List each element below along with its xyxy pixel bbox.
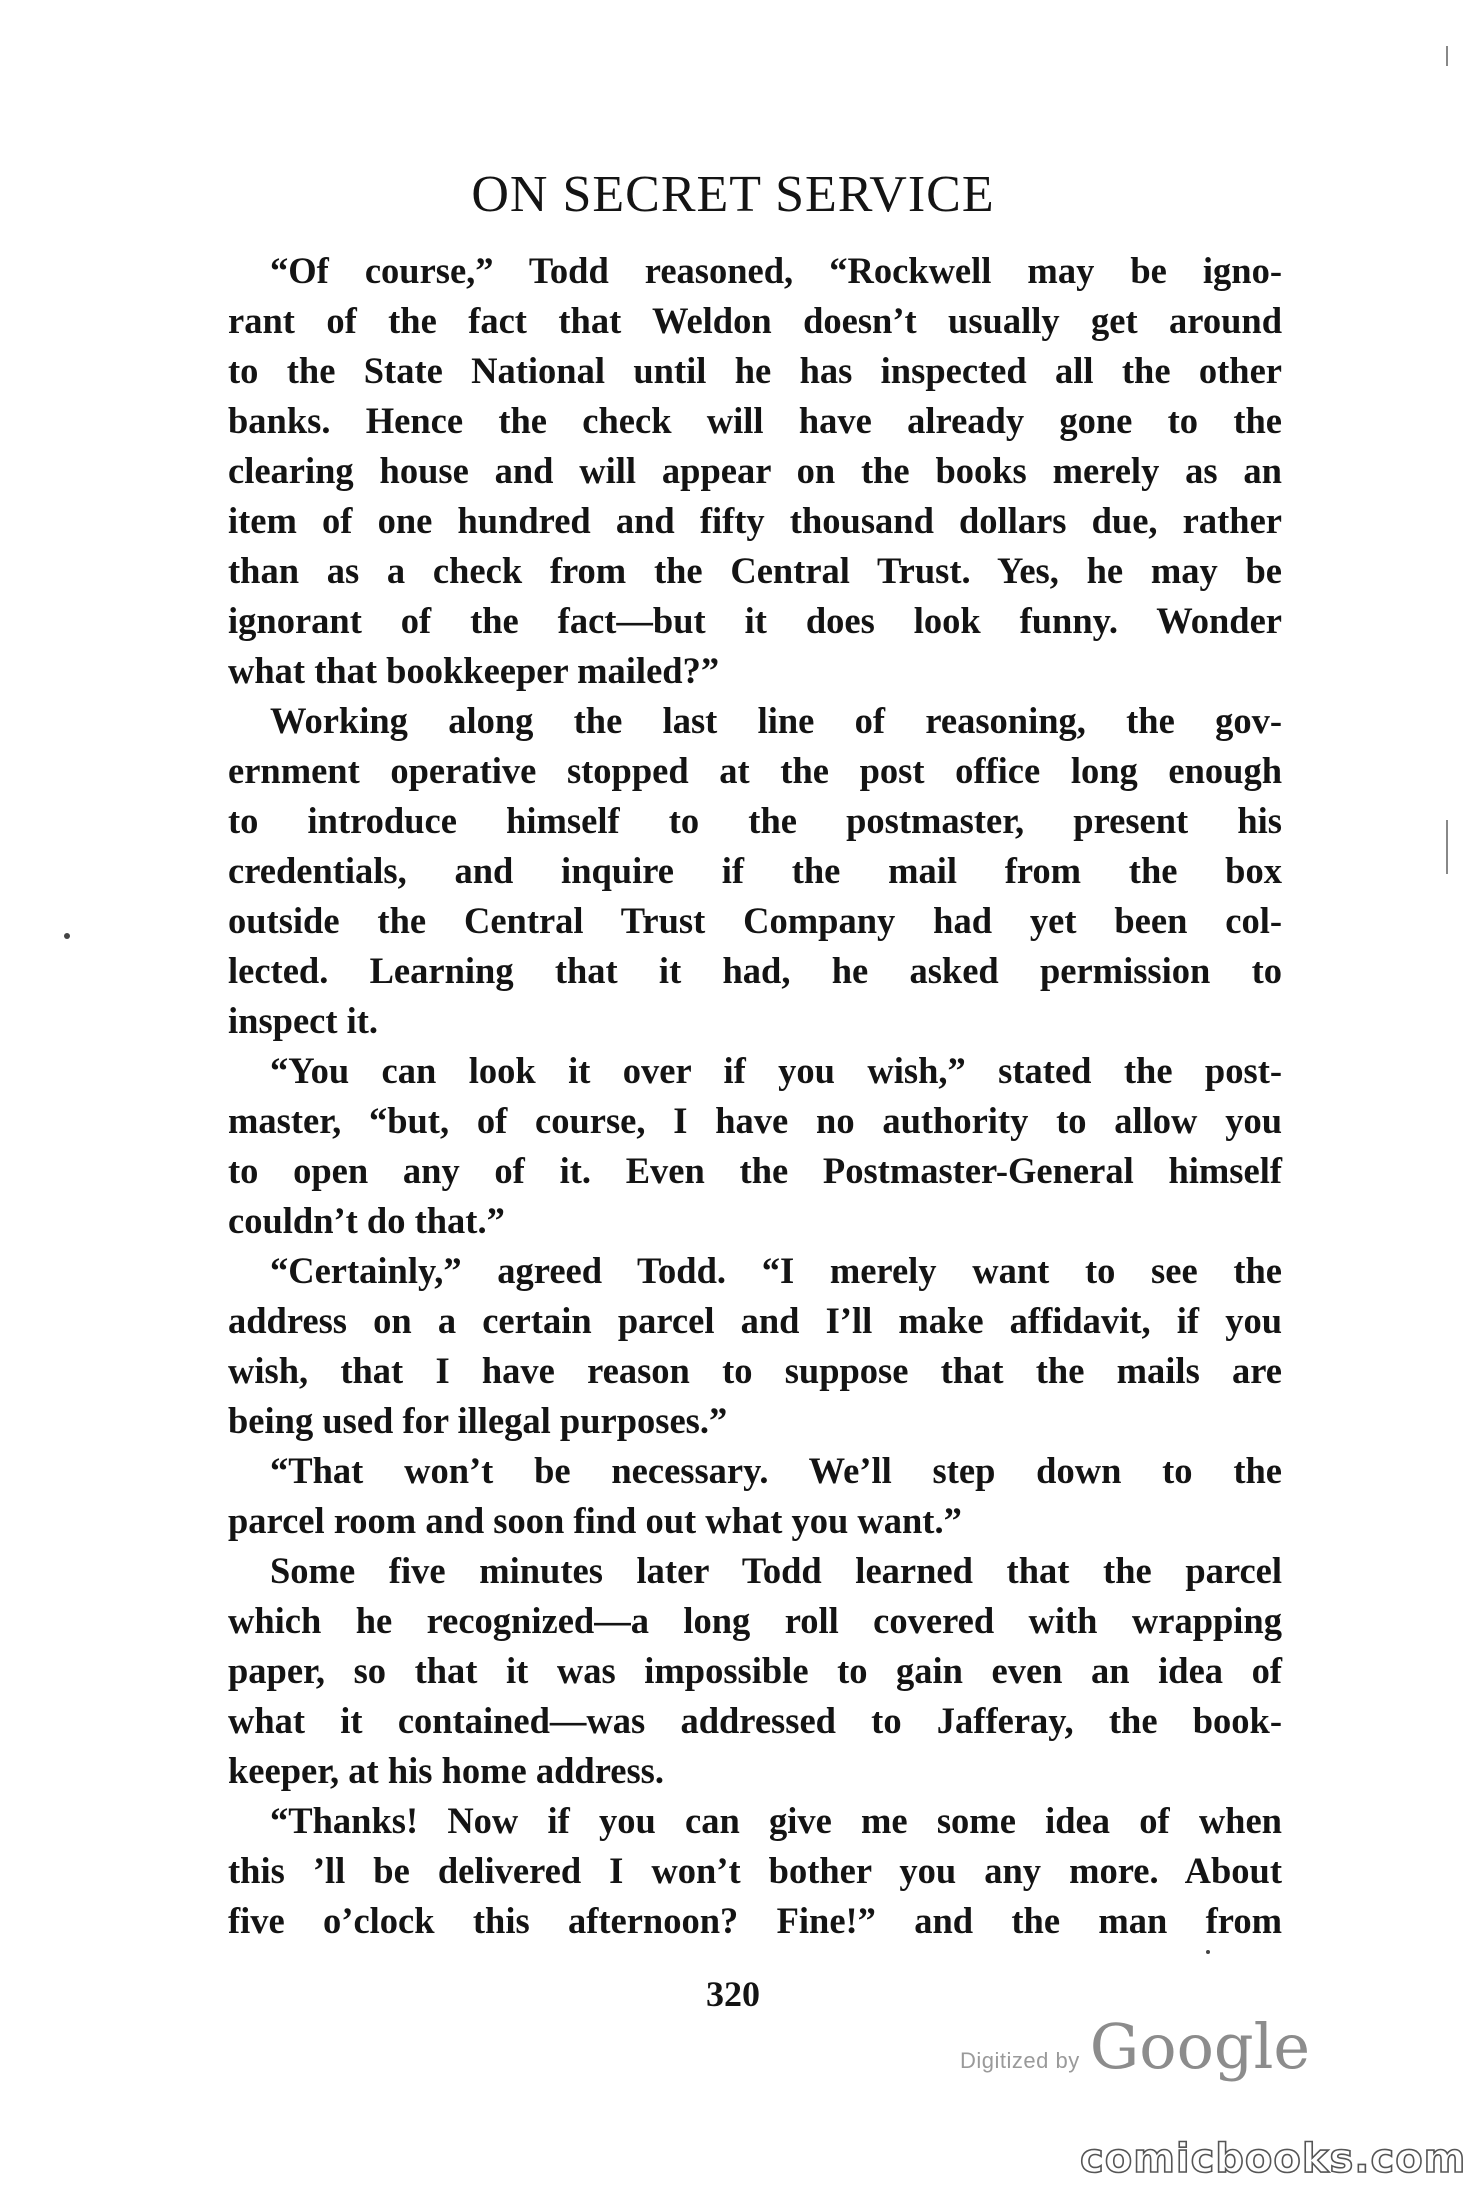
text-line: what it contained—was addressed to Jafferay, the book- (228, 1700, 1282, 1741)
text-line: which he recognized—a long roll covered with wrapping (228, 1600, 1282, 1641)
paragraph (228, 696, 1282, 1046)
text-line: “That won’t be necessary. We’ll step down to the (270, 1450, 1282, 1491)
paragraph (228, 1446, 1282, 1546)
text-line: ernment operative stopped at the post office long enough (228, 750, 1282, 791)
google-logo: Google (1089, 2010, 1311, 2083)
paragraph (228, 1246, 1282, 1446)
text-line: this ’ll be delivered I won’t bother you any more. About (228, 1850, 1282, 1891)
text-line: wish, that I have reason to suppose that the mails are (228, 1350, 1282, 1391)
text-line: outside the Central Trust Company had yet been col- (228, 900, 1282, 941)
text-line: to the State National until he has inspected all the other (228, 350, 1282, 391)
text-line: clearing house and will appear on the books merely as an (228, 450, 1282, 491)
paragraph (228, 1796, 1282, 1946)
text-line: banks. Hence the check will have already gone to the (228, 400, 1282, 441)
text-line: keeper, at his home address. (228, 1750, 665, 1791)
page-number: 320 (706, 1974, 760, 2014)
text-line: to open any of it. Even the Postmaster-General himself (228, 1150, 1282, 1191)
text-line: item of one hundred and fifty thousand dollars due, rather (228, 500, 1282, 541)
paragraph (228, 246, 1282, 696)
text-line: address on a certain parcel and I’ll make affidavit, if you (228, 1300, 1282, 1341)
text-line: parcel room and soon find out what you want.” (228, 1500, 962, 1541)
text-line: rant of the fact that Weldon doesn’t usually get around (228, 300, 1282, 341)
margin-speck (1206, 1950, 1210, 1954)
running-head: ON SECRET SERVICE (471, 166, 995, 223)
text-line: Working along the last line of reasoning, the gov- (270, 700, 1282, 741)
digitized-by-label: Digitized by (960, 2048, 1080, 2073)
margin-mark (1446, 820, 1448, 874)
text-line: “Certainly,” agreed Todd. “I merely want to see the (270, 1250, 1282, 1291)
text-line: couldn’t do that.” (228, 1200, 505, 1241)
text-line: inspect it. (228, 1000, 379, 1041)
text-line: “Of course,” Todd reasoned, “Rockwell may be igno- (270, 250, 1282, 291)
text-line: “Thanks! Now if you can give me some idea of when (270, 1800, 1282, 1841)
text-line: ignorant of the fact—but it does look funny. Wonder (228, 600, 1282, 641)
paragraph (228, 1546, 1282, 1796)
text-line: “You can look it over if you wish,” stated the post- (270, 1050, 1282, 1091)
text-line: five o’clock this afternoon? Fine!” and the man from (228, 1900, 1282, 1941)
text-line: credentials, and inquire if the mail from the box (228, 850, 1282, 891)
text-line: Some five minutes later Todd learned that the parcel (270, 1550, 1282, 1591)
site-watermark: comicbooks.com (1080, 2136, 1466, 2182)
margin-speck (64, 933, 70, 939)
text-line: than as a check from the Central Trust. Yes, he may be (228, 550, 1282, 591)
body-text (228, 246, 1282, 1946)
margin-mark (1446, 46, 1448, 66)
text-line: being used for illegal purposes.” (228, 1400, 728, 1441)
digitized-by-google-watermark (960, 2010, 1310, 2083)
text-line: what that bookkeeper mailed?” (228, 650, 720, 691)
paragraph (228, 1046, 1282, 1246)
text-line: lected. Learning that it had, he asked permission to (228, 950, 1282, 991)
text-line: to introduce himself to the postmaster, present his (228, 800, 1282, 841)
text-line: paper, so that it was impossible to gain even an idea of (228, 1650, 1282, 1691)
text-line: master, “but, of course, I have no authority to allow you (228, 1100, 1282, 1141)
